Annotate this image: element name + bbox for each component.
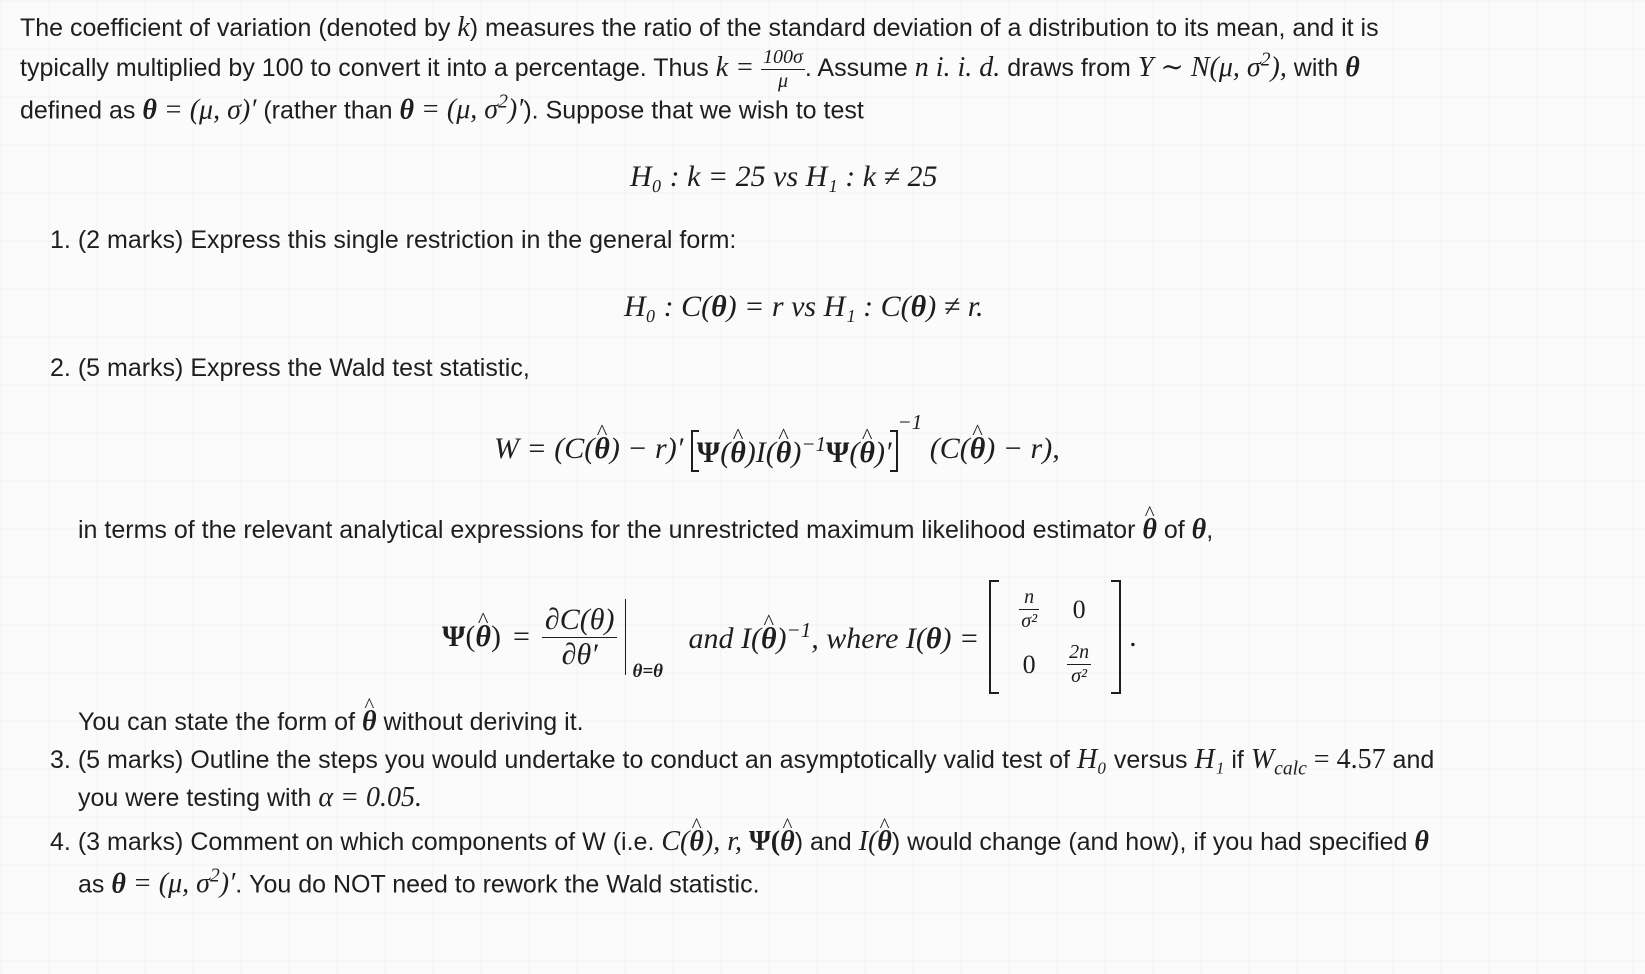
- intro-text: The coefficient of variation (denoted by: [20, 14, 451, 42]
- eq-text: = (μ, σ: [132, 868, 210, 900]
- math-theta-hat: θ ^: [362, 706, 377, 738]
- evaluation-subscript: θ=θ: [632, 661, 664, 682]
- question-text: versus: [1113, 746, 1188, 774]
- information-matrix: [989, 580, 1121, 694]
- math-distribution: [1137, 49, 1287, 84]
- psi-symbol: Ψ: [826, 436, 850, 470]
- question-number: 3.: [50, 746, 71, 774]
- fraction-numerator: ∂C(θ): [542, 603, 618, 638]
- intro-text: defined as: [20, 96, 136, 125]
- math-I: [859, 826, 892, 857]
- matrix-cell-c: 0: [1022, 649, 1036, 679]
- q1-formula: [624, 290, 984, 324]
- math-theta-hat: θ ^: [859, 436, 875, 470]
- formula-text: ) = r vs H₁ : C(: [726, 290, 911, 323]
- intro-text: . Assume: [804, 54, 908, 83]
- math-theta-hat: θ ^: [689, 826, 704, 858]
- intro-text: ). Suppose that we wish to test: [523, 96, 864, 125]
- question-text: (5 marks) Outline the steps you would undertake to conduct an asymptotically valid test of: [77, 746, 1070, 774]
- question-number: 4.: [50, 828, 71, 856]
- dist-close: ),: [1270, 52, 1287, 84]
- math-k: k: [457, 12, 470, 43]
- intro-text: ) measures the ratio of the standard deviation of a distribution to its mean, and it is: [469, 14, 1379, 42]
- period: .: [1129, 620, 1137, 653]
- math-niid: n i. i. d.: [914, 52, 1001, 84]
- intro-line-3: [20, 92, 864, 126]
- math-theta: θ: [1191, 514, 1207, 545]
- question-text: (2 marks) Express this single restriction in the general form:: [77, 226, 737, 254]
- math-H0: H₀: [1076, 744, 1107, 775]
- inverse-sup: −1: [786, 618, 812, 642]
- hypothesis-main: H₀ : k = 25 vs H₁ : k ≠ 25: [630, 160, 938, 193]
- formula-text: H₀ : C(: [624, 290, 712, 323]
- question-4: [50, 826, 1429, 858]
- c-text: C(: [661, 826, 690, 857]
- q2-state-line: [78, 706, 584, 738]
- psi-fraction: [542, 603, 618, 672]
- i-text: I(: [858, 826, 878, 857]
- math-alpha: α = 0.05.: [318, 782, 422, 813]
- question-text: if: [1231, 746, 1244, 774]
- math-theta-hat: θ ^: [1142, 514, 1157, 546]
- question-text: ) and: [794, 828, 852, 856]
- fraction-numerator: 2n: [1069, 641, 1090, 663]
- eq2-text: = (μ, σ: [421, 94, 499, 126]
- q2-terms-line: in terms of the relevant analytical expressions for the unrestricted maximum likelihood estimator θ ^ of θ,: [78, 514, 1213, 546]
- math-theta: θ: [711, 290, 727, 323]
- math-theta: θ: [1414, 826, 1429, 857]
- math-theta: θ: [925, 622, 942, 655]
- eq2-sup: 2: [498, 92, 508, 113]
- formula-text: and I(: [688, 622, 761, 655]
- w-symbol: W: [1250, 744, 1275, 775]
- question-3: [50, 744, 1434, 781]
- formula-text: ) =: [941, 622, 980, 655]
- formula-text: , where I(: [811, 622, 926, 655]
- question-text: you were testing with: [78, 784, 312, 812]
- math-C: [661, 826, 742, 857]
- outer-inverse-sup: −1: [897, 410, 923, 434]
- question-text: (3 marks) Comment on which components of W (i.e.: [77, 828, 655, 856]
- fraction-denominator: ∂θ′: [561, 637, 598, 671]
- math-theta: θ: [142, 94, 157, 126]
- math-theta: θ: [399, 94, 415, 126]
- psi-symbol: Ψ: [696, 436, 721, 470]
- matrix-cell-b: 0: [1072, 594, 1086, 624]
- fraction-denominator: σ²: [1021, 610, 1038, 632]
- question-text: You can state the form of: [78, 708, 356, 736]
- intro-line-2: [20, 46, 1360, 93]
- math-theta-hat: θ ^: [594, 432, 610, 466]
- math-theta-hat: θ ^: [970, 432, 986, 466]
- question-text: in terms of the relevant analytical expressions for the unrestricted maximum likelihood estimator: [78, 516, 1136, 544]
- w-value: = 4.57: [1313, 744, 1386, 775]
- matrix-cell-d: [1067, 641, 1091, 688]
- fraction-denominator: μ: [777, 70, 788, 92]
- formula-text: I(: [755, 436, 776, 470]
- intro-text: with: [1293, 54, 1339, 83]
- intro-line-1: [20, 12, 1379, 44]
- formula-text: W = (C(: [494, 432, 595, 465]
- eq-sup: 2: [209, 866, 220, 887]
- dist-text: Y ∼ N(μ, σ: [1137, 52, 1261, 84]
- eq2-close: )′: [507, 94, 524, 126]
- inverse-sup: −1: [801, 432, 826, 457]
- formula-text: (C(: [929, 432, 970, 465]
- question-text: and: [1392, 746, 1435, 774]
- formula-text: ) − r)′: [609, 432, 684, 465]
- fraction-numerator: 100σ: [763, 46, 803, 68]
- question-1: [50, 226, 736, 255]
- question-number: 2.: [50, 354, 71, 382]
- math-theta: θ: [1345, 52, 1360, 84]
- eq-close: )′: [219, 868, 236, 900]
- r-text: ), r,: [703, 826, 743, 857]
- intro-text: typically multiplied by 100 to convert it into a percentage. Thus: [20, 54, 709, 83]
- math-psi: [749, 826, 795, 857]
- fraction-numerator: n: [1019, 586, 1039, 610]
- question-3-line-2: [78, 782, 422, 814]
- question-4-line-2: [78, 866, 760, 900]
- math-eq: [133, 868, 235, 899]
- prime: ′: [884, 436, 892, 470]
- math-theta: θ: [910, 290, 927, 323]
- fraction-cv: [761, 46, 805, 93]
- psi-symbol: Ψ: [442, 620, 466, 653]
- psi-formula: Ψ ( θ ^ ) = $\frac{\partial C(\theta)}{\partial\theta'}$ θ=θ and I(θ ^)$^{-1}$, where I(θ) = $\frac{n}{\text{σ²}}$ 0 0 $\frac{2n}{\text{σ²}}$ .: [442, 580, 1137, 694]
- and-inverse: and I(θ ^)$^{-1}$, where I(θ) =: [688, 618, 979, 656]
- evaluation-bar: [625, 599, 664, 682]
- intro-text: (rather than: [263, 96, 393, 125]
- formula-text: ) ≠ r.: [926, 290, 984, 323]
- math-theta: θ: [111, 868, 126, 900]
- question-text: of: [1163, 516, 1185, 544]
- math-theta-hat: θ ^: [780, 826, 795, 858]
- math-eq2: [421, 94, 523, 125]
- math-wcalc: [1250, 744, 1386, 780]
- math-eq: = (μ, σ)′: [163, 94, 257, 126]
- math-theta-hat: θ ^: [730, 436, 746, 470]
- math-theta-hat: θ ^: [776, 436, 792, 470]
- question-text: as: [78, 870, 105, 899]
- psi-text: Ψ(: [748, 826, 781, 857]
- wald-formula: [494, 410, 1060, 472]
- math-theta-hat: θ ^: [877, 826, 892, 858]
- w-sub: calc: [1274, 758, 1307, 780]
- question-text: without deriving it.: [383, 708, 584, 736]
- math-k-eq: k =: [715, 52, 755, 84]
- bracket-group: Ψ(θ ^)I(θ ^)$^{-1}$Ψ(θ ^)′: [691, 430, 898, 472]
- matrix-cell-a: [1019, 586, 1039, 633]
- question-text: . You do NOT need to rework the Wald statistic.: [235, 870, 760, 899]
- question-number: 1.: [50, 226, 71, 254]
- fraction-denominator: σ²: [1071, 665, 1087, 687]
- dist-sup: 2: [1260, 49, 1271, 71]
- intro-text: draws from: [1007, 54, 1131, 83]
- math-theta-hat: θ ^: [761, 622, 777, 656]
- question-text: (5 marks) Express the Wald test statistic,: [77, 354, 530, 382]
- math-H1: H₁: [1194, 744, 1225, 775]
- math-theta-hat: θ ^: [475, 620, 491, 654]
- question-text: ) would change (and how), if you had specified: [891, 828, 1408, 856]
- formula-text: ) − r),: [985, 432, 1060, 465]
- question-2: [50, 354, 530, 383]
